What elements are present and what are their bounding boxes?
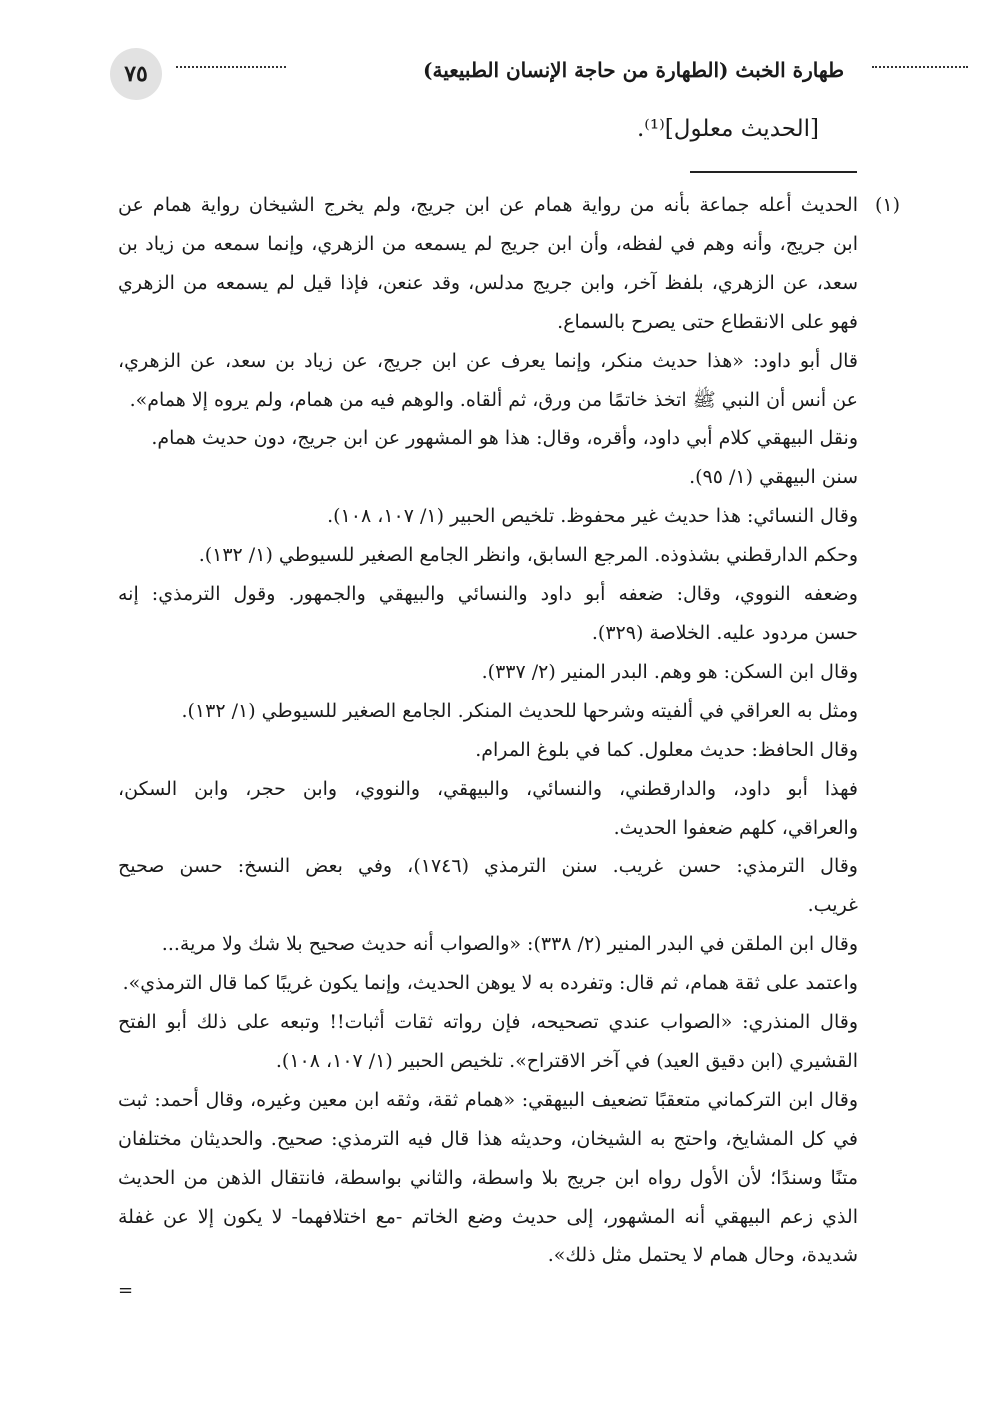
header-dots-left [176, 66, 286, 68]
footnote-line: عن أنس أن النبي ﷺ اتخذ خاتمًا من ورق، ثم ألقاه. والوهم فيه من همام، ولم يروه إلا همام». [129, 388, 858, 411]
footnote-line: في كل المشايخ، واحتج به الشيخان، وحديثه هذا قال فيه الترمذي: صحيح. والحديثان مختلفان [118, 1127, 858, 1150]
footnote-line: وقال ابن السكن: هو وهم. البدر المنير (٢/ ٣٣٧). [481, 660, 858, 683]
footnote-line: الحديث أعله جماعة بأنه من رواية همام عن ابن جريج، ولم يخرج الشيخان رواية همام عن [118, 194, 858, 216]
footnote-line: الذي زعم البيهقي أنه المشهور، إلى حديث وضع الخاتم -مع اختلافهما- لا يكون إلا عن غفلة [118, 1205, 858, 1228]
page-number: ٧٥ [110, 48, 162, 100]
footnote-separator [690, 171, 857, 173]
footnote-line: سنن البيهقي (١/ ٩٥). [689, 466, 858, 489]
footnote-line: متنًا وسندًا؛ لأن الأول رواه ابن جريج بلا واسطة، والثاني بواسطة، فانتقال الذهن من الحديث [118, 1166, 858, 1189]
footnote-line: شديدة، وحال همام لا يحتمل مثل ذلك». [547, 1244, 858, 1267]
footnote [118, 186, 900, 1275]
footnote-line: وقال المنذري: «الصواب عندي تصحيحه، فإن رواته ثقات أثبات!! وتبعه على ذلك أبو الفتح [118, 1011, 858, 1034]
running-title: طهارة الخبث (الطهارة من حاجة الإنسان الطبيعية) [423, 58, 844, 82]
footnote-line: سعد، عن الزهري، بلفظ آخر، وابن جريج مدلس، وقد عنعن، فإذا قيل لم يسمعه من الزهري [118, 271, 858, 294]
footnote-line: ابن جريج، وأنه وهم في لفظه، وأن ابن جريج لم يسمعه من الزهري، وإنما سمعه من زياد بن [118, 232, 858, 255]
footnote-line: وضعفه النووي، وقال: ضعفه أبو داود والنسائي والبيهقي والجمهور. وقول الترمذي: إنه [118, 583, 858, 606]
footnote-line: القشيري (ابن دقيق العيد) في آخر الاقتراح». تلخيص الحبير (١/ ١٠٧، ١٠٨). [275, 1049, 858, 1072]
footnote-marker: (١) [874, 194, 900, 216]
main-text: [الحديث معلول]⁽¹⁾. [636, 116, 819, 142]
footnote-line: حسن مردود عليه. الخلاصة (٣٢٩). [591, 621, 858, 644]
footnote-line: وقال ابن الملقن في البدر المنير (٢/ ٣٣٨): «والصواب أنه حديث صحيح بلا شك ولا مرية... [161, 933, 858, 956]
page-header [0, 44, 1004, 104]
continuation-mark: = [118, 1280, 134, 1301]
footnote-line: وقال الترمذي: حسن غريب. سنن الترمذي (١٧٤٦)، وفي بعض النسخ: حسن صحيح [118, 855, 858, 878]
footnote-line: قال أبو داود: «هذا حديث منكر، وإنما يعرف عن ابن جريج، عن زياد بن سعد، عن الزهري، [118, 349, 858, 372]
footnote-line: ومثل به العراقي في ألفيته وشرحها للحديث المنكر. الجامع الصغير للسيوطي (١/ ١٣٢). [181, 699, 858, 722]
footnote-line: وقال الحافظ: حديث معلول. كما في بلوغ المرام. [475, 738, 858, 761]
footnote-line: وحكم الدارقطني بشذوذه. المرجع السابق، وانظر الجامع الصغير للسيوطي (١/ ١٣٢). [198, 544, 858, 567]
footnote-line: وقال النسائي: هذا حديث غير محفوظ. تلخيص الحبير (١/ ١٠٧، ١٠٨). [327, 505, 858, 528]
footnote-line: فهو على الانقطاع حتى يصرح بالسماع. [557, 310, 858, 333]
footnote-line: والعراقي، كلهم ضعفوا الحديث. [613, 816, 858, 839]
footnote-line: غريب. [807, 894, 858, 917]
footnote-line: فهذا أبو داود، والدارقطني، والنسائي، والبيهقي، والنووي، وابن حجر، وابن السكن، [118, 777, 858, 800]
footnote-line: وقال ابن التركماني متعقبًا تضعيف البيهقي: «همام ثقة، وثقه ابن معين وغيره، وقال أحمد: ثبت [118, 1088, 858, 1111]
footnote-line: ونقل البيهقي كلام أبي داود، وأقره، وقال: هذا هو المشهور عن ابن جريج، دون حديث همام. [151, 427, 858, 450]
footnote-line: واعتمد على ثقة همام، ثم قال: وتفرده به لا يوهن الحديث، وإنما يكون غريبًا كما قال الترمذي». [122, 972, 858, 995]
